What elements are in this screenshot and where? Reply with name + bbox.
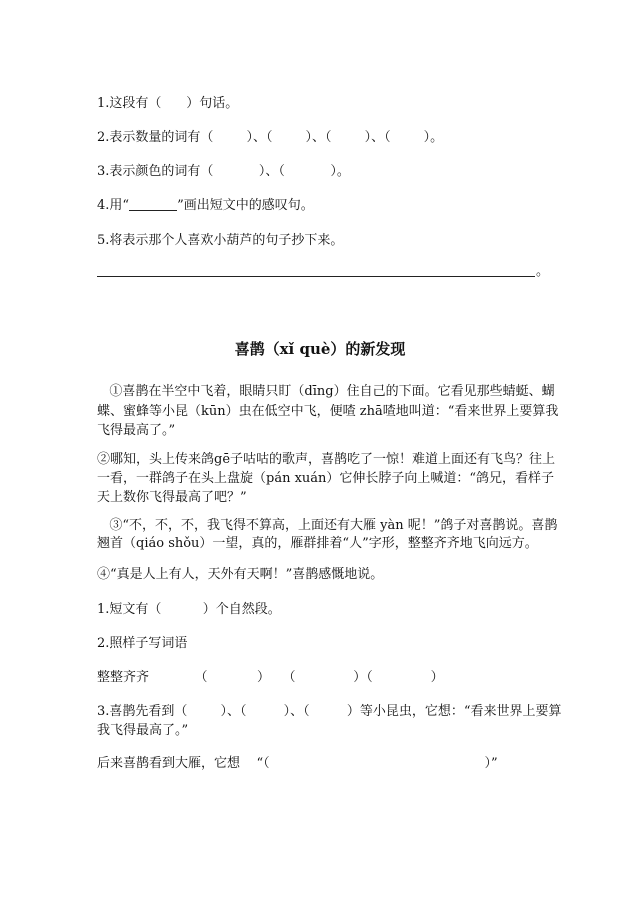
- question-insects-line-2: 我飞得最高了。”: [97, 723, 189, 738]
- word-pattern-example: 整整齐齐 （ ） （ ）（ ）: [97, 670, 444, 685]
- story-title: 喜鹊（xǐ què）的新发现: [234, 340, 406, 358]
- question-2-quantity-words: 2.表示数量的词有（ ）、（ ）、（ ）、（ ）。: [97, 130, 444, 145]
- paragraph-3-line-2: 翘首（qiáo shǒu）一望，真的，雁群排着“人”字形，整整齐齐地飞向远方。: [97, 536, 538, 551]
- paragraph-2-line-2: 一看，一群鸽子在头上盘旋（pán xuán）它伸长脖子向上喊道：“鸽兄，看样子: [97, 471, 555, 486]
- paragraph-1-line-2: 蝶、蜜蜂等小昆（kūn）虫在低空中飞，便喳 zhā喳地叫道：“看来世界上要算我: [97, 404, 559, 419]
- question-wild-goose-thought: 后来喜鹊看到大雁，它想 “（ ）”: [97, 756, 498, 771]
- question-word-pattern: 2.照样子写词语: [97, 636, 188, 651]
- question-insects-line-1: 3.喜鹊先看到（ ）、（ ）、（ ）等小昆虫，它想：“看来世界上要算: [97, 704, 562, 719]
- underline-sample: [129, 198, 177, 211]
- answer-line: [97, 276, 535, 277]
- paragraph-3-line-1: ③“不，不，不，我飞得不算高，上面还有大雁 yàn 呢！”鸽子对喜鹊说。喜鹊: [97, 518, 558, 533]
- paragraph-2-line-1: ②哪知，头上传来鸽gē子咕咕的歌声，喜鹊吃了一惊！难道上面还有飞鸟？往上: [97, 452, 556, 467]
- answer-line-end-mark: 。: [536, 264, 550, 279]
- q4-suffix: ”画出短文中的感叹句。: [177, 198, 314, 213]
- paragraph-1-line-1: ①喜鹊在半空中飞着，眼睛只盯（dīng）住自己的下面。它看见那些蜻蜓、蝴: [97, 384, 555, 399]
- paragraph-4: ④“真是人上有人，天外有天啊！”喜鹊感慨地说。: [97, 567, 384, 582]
- question-3-color-words: 3.表示颜色的词有（ ）、（ ）。: [97, 164, 350, 179]
- paragraph-1-line-3: 飞得最高了。”: [97, 423, 176, 438]
- paragraph-2-line-3: 天上数你飞得最高了吧？”: [97, 490, 247, 505]
- question-1-sentence-count: 1.这段有（ ）句话。: [97, 96, 239, 111]
- question-5-copy-sentence: 5.将表示那个人喜欢小葫芦的句子抄下来。: [97, 233, 344, 248]
- question-paragraph-count: 1.短文有（ ）个自然段。: [97, 602, 281, 617]
- q4-prefix: 4.用“: [97, 198, 130, 213]
- question-4-exclamation: [97, 198, 314, 214]
